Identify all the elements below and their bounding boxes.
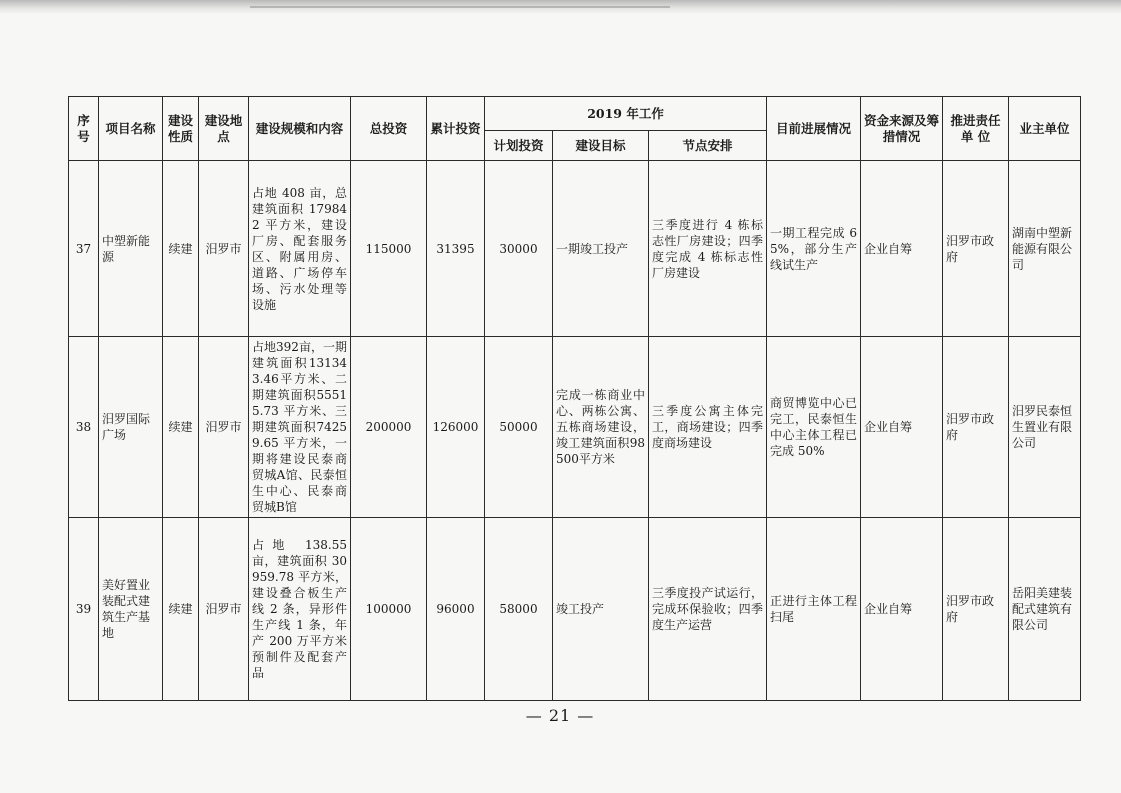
table-row [69, 518, 1081, 701]
header-plan: 计划投资 [485, 131, 553, 161]
cell-owner: 湖南中塑新能源有限公司 [1009, 161, 1081, 337]
cell-cumulative: 96000 [427, 518, 485, 701]
cell-funding: 企业自筹 [861, 161, 943, 337]
cell-schedule: 三季度公寓主体完工，商场建设；四季度商场建设 [649, 337, 767, 518]
cell-cumulative: 126000 [427, 337, 485, 518]
header-goal: 建设目标 [553, 131, 649, 161]
cell-goal: 竣工投产 [553, 518, 649, 701]
cell-seq: 38 [69, 337, 99, 518]
header-total: 总投资 [351, 97, 427, 161]
cell-responsible: 汨罗市政府 [943, 518, 1009, 701]
header-nature: 建设性质 [163, 97, 199, 161]
header-work-2019: 2019 年工作 [485, 97, 767, 131]
cell-seq: 39 [69, 518, 99, 701]
cell-scope: 占地 138.55 亩，建筑面积 30959.78 平方米，建设叠合板生产线 2 条，异形件生产线 1 条，年产 200 万平方米预制件及配套产品 [249, 518, 351, 701]
cell-progress: 正进行主体工程扫尾 [767, 518, 861, 701]
cell-scope: 占地392亩，一期建筑面积131343.46平方米、二期建筑面积55515.73 平方米、三期建筑面积74259.65 平方米，一期将建设民泰商贸城A馆、民泰恒生中心、民泰商贸城B馆 [249, 337, 351, 518]
cell-goal: 一期竣工投产 [553, 161, 649, 337]
cell-nature: 续建 [163, 161, 199, 337]
project-table [68, 96, 1081, 701]
header-schedule: 节点安排 [649, 131, 767, 161]
page-number: — 21 — [525, 706, 595, 725]
cell-location: 汨罗市 [199, 161, 249, 337]
cell-name: 中塑新能源 [99, 161, 163, 337]
cell-name: 汨罗国际广场 [99, 337, 163, 518]
cell-total: 115000 [351, 161, 427, 337]
cell-funding: 企业自筹 [861, 337, 943, 518]
header-name: 项目名称 [99, 97, 163, 161]
cell-seq: 37 [69, 161, 99, 337]
cell-location: 汨罗市 [199, 337, 249, 518]
cell-funding: 企业自筹 [861, 518, 943, 701]
cell-responsible: 汨罗市政府 [943, 337, 1009, 518]
cell-owner: 岳阳美建装配式建筑有限公司 [1009, 518, 1081, 701]
cell-location: 汨罗市 [199, 518, 249, 701]
table-row [69, 337, 1081, 518]
cell-total: 200000 [351, 337, 427, 518]
cell-plan: 30000 [485, 161, 553, 337]
cell-total: 100000 [351, 518, 427, 701]
cell-scope: 占地 408 亩，总建筑面积 179842 平方米，建设厂房、配套服务区、附属用房、道路、广场停车场、污水处理等设施 [249, 161, 351, 337]
scan-edge-line [250, 6, 670, 8]
table-row [69, 161, 1081, 337]
cell-plan: 58000 [485, 518, 553, 701]
header-location: 建设地点 [199, 97, 249, 161]
header-scope: 建设规模和内容 [249, 97, 351, 161]
cell-nature: 续建 [163, 337, 199, 518]
cell-responsible: 汨罗市政府 [943, 161, 1009, 337]
header-progress: 目前进展情况 [767, 97, 861, 161]
header-row [69, 97, 1081, 131]
cell-cumulative: 31395 [427, 161, 485, 337]
header-cumulative: 累计投资 [427, 97, 485, 161]
cell-schedule: 三季度进行 4 栋标志性厂房建设；四季度完成 4 栋标志性厂房建设 [649, 161, 767, 337]
header-responsible: 推进责任单 位 [943, 97, 1009, 161]
cell-progress: 一期工程完成 65%，部分生产线试生产 [767, 161, 861, 337]
header-seq: 序号 [69, 97, 99, 161]
cell-plan: 50000 [485, 337, 553, 518]
cell-owner: 汨罗民泰恒生置业有限公司 [1009, 337, 1081, 518]
cell-schedule: 三季度投产试运行，完成环保验收；四季度生产运营 [649, 518, 767, 701]
cell-progress: 商贸博览中心已完工，民泰恒生中心主体工程已完成 50% [767, 337, 861, 518]
cell-goal: 完成一栋商业中心、两栋公寓、五栋商场建设，竣工建筑面积98500平方米 [553, 337, 649, 518]
cell-name: 美好置业装配式建筑生产基地 [99, 518, 163, 701]
header-owner: 业主单位 [1009, 97, 1081, 161]
header-funding: 资金来源及筹措情况 [861, 97, 943, 161]
cell-nature: 续建 [163, 518, 199, 701]
